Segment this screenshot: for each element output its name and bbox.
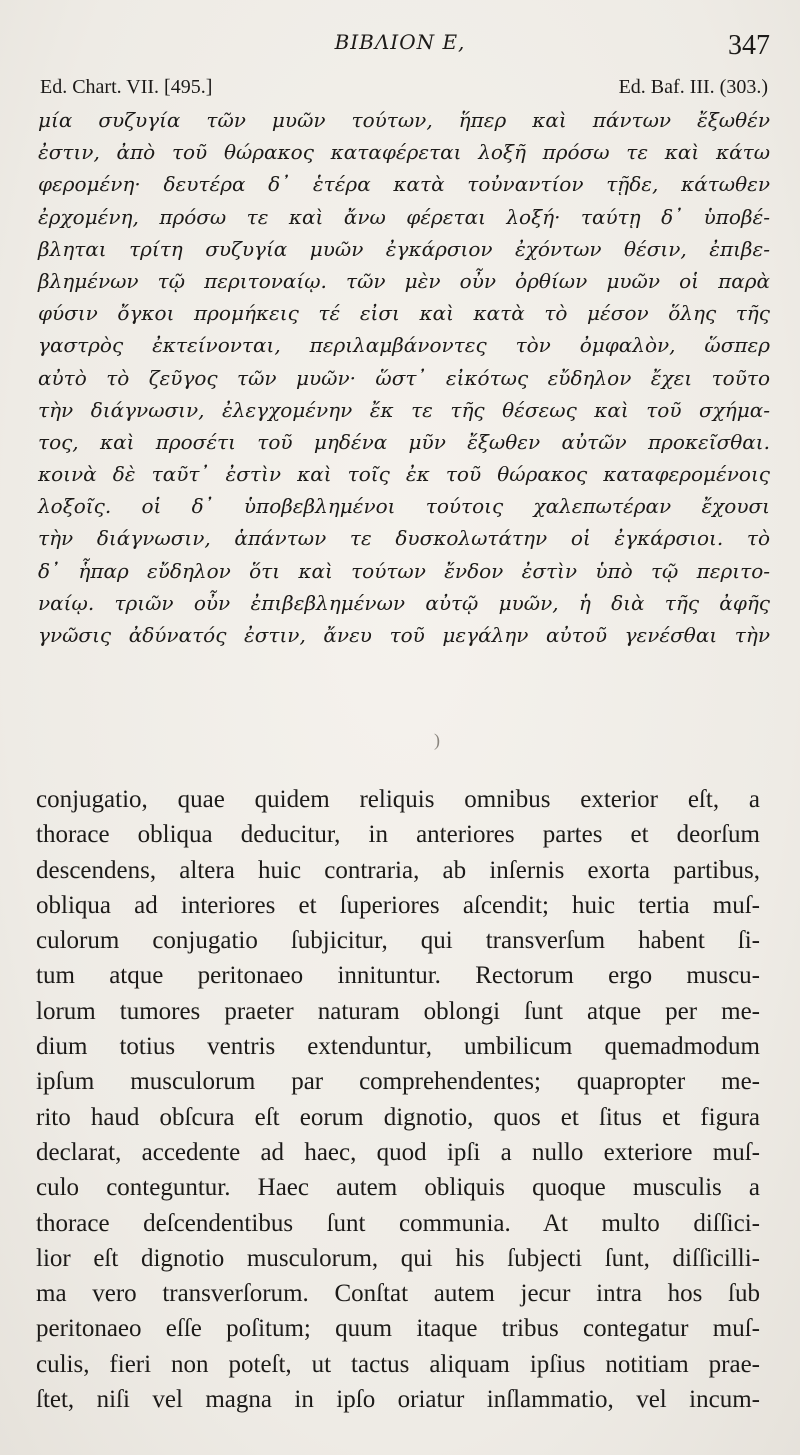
greek-line: τὴν διάγνωσιν, ἁπάντων τε δυσκολωτάτην οἱ ἐγκάρσιοι. τὸ (38, 526, 770, 551)
greek-line: ναίῳ. τριῶν οὖν ἐπιβεβλημένων αὐτῷ μυῶν, ἡ διὰ τῆς ἀφῆς (38, 590, 770, 615)
page-number: 347 (728, 30, 770, 61)
greek-line: κοινὰ δὲ ταῦτ᾽ ἐστὶν καὶ τοῖς ἐκ τοῦ θώρακος καταφερομένοις (38, 462, 770, 487)
latin-line: thorace obliqua deducitur, in anteriores partes et deorſum (36, 821, 760, 849)
latin-line: dium totius ventris extenduntur, umbilicum quemadmodum (36, 1033, 760, 1061)
greek-line: γνῶσις ἀδύνατός ἐστιν, ἄνευ τοῦ μεγάλην αὐτοῦ γενέσθαι τὴν (38, 623, 770, 647)
latin-line: thorace deſcendentibus ſunt communia. At multo diſſici- (36, 1209, 760, 1237)
greek-line: μία συζυγία τῶν μυῶν τούτων, ἥπερ καὶ πάντων ἔξωθέν (38, 108, 770, 132)
greek-line: λοξοῖς. οἱ δ᾽ ὑποβεβλημένοι τούτοις χαλεπωτέραν ἔχουσι (38, 494, 770, 519)
greek-line: φύσιν ὄγκοι προμήκεις τέ εἰσι καὶ κατὰ τὸ μέσον ὅλης τῆς (38, 301, 770, 326)
greek-line: ἐρχομένη, πρόσω τε καὶ ἄνω φέρεται λοξή· ταύτῃ δ᾽ ὑποβέ- (38, 204, 770, 229)
latin-line: lior eſt dignotio musculorum, qui his ſubjecti ſunt, diſſicilli- (36, 1244, 760, 1272)
greek-text-block (38, 104, 770, 651)
latin-line: tum atque peritonaeo innituntur. Rectorum ergo muscu- (36, 962, 760, 990)
latin-line: conjugatio, quae quidem reliquis omnibus exterior eſt, a (36, 786, 760, 813)
running-title: BIBΛΙΟΝ Ε, (334, 30, 466, 54)
greek-line: ἐστιν, ἀπὸ τοῦ θώρακος καταφέρεται λοξῆ πρόσω τε καὶ κάτω (38, 140, 770, 165)
latin-line: ma vero transverſorum. Conſtat autem jecur intra hos ſub (36, 1280, 760, 1308)
greek-line: φερομένη· δευτέρα δ᾽ ἑτέρα κατὰ τοὐναντίον τῇδε, κάτωθεν (38, 172, 770, 197)
latin-line: ſtet, niſi vel magna in ipſo oriatur inſlammatio, vel incum- (36, 1386, 760, 1414)
latin-line: culorum conjugatio ſubjicitur, qui transverſum habent ſi- (36, 927, 760, 955)
greek-line: δ᾽ ἧπαρ εὔδηλον ὅτι καὶ τούτων ἔνδον ἐστὶν ὑπὸ τῷ περιτο- (38, 558, 770, 583)
greek-line: βλημένων τῷ περιτοναίῳ. τῶν μὲν οὖν ὀρθίων μυῶν οἱ παρὰ (38, 268, 770, 293)
edition-chart-ref: Ed. Chart. VII. [495.] (40, 76, 213, 98)
latin-line: lorum tumores praeter naturam oblongi ſunt atque per me- (36, 997, 760, 1025)
latin-line: culis, fieri non poteſt, ut tactus aliquam ipſius notitiam prae- (36, 1350, 760, 1378)
greek-line: γαστρὸς ἐκτείνονται, περιλαμβάνοντες τὸν ὀμφαλὸν, ὥσπερ (38, 333, 770, 358)
latin-line: rito haud obſcura eſt eorum dignotio, quos et ſitus et figura (36, 1103, 760, 1131)
greek-line: τος, καὶ προσέτι τοῦ μηδένα μῦν ἔξωθεν αὐτῶν προκεῖσθαι. (38, 429, 770, 454)
edition-line (40, 76, 768, 104)
latin-line: declarat, accedente ad haec, quod ipſi a nullo exteriore muſ- (36, 1138, 760, 1166)
greek-line: αὐτὸ τὸ ζεῦγος τῶν μυῶν· ὥστ᾽ εἰκότως εὔδηλον ἔχει τοῦτο (38, 365, 770, 390)
stray-paren-mark: ) (434, 730, 440, 750)
latin-line: descendens, altera huic contraria, ab inſernis exorta partibus, (36, 856, 760, 884)
latin-line: culo conteguntur. Haec autem obliquis quoque musculis a (36, 1174, 760, 1202)
latin-line: obliqua ad interiores et ſuperiores aſcendit; huic tertia muſ- (36, 891, 760, 919)
latin-line: ipſum musculorum par comprehendentes; quapropter me- (36, 1068, 760, 1096)
latin-line: peritonaeo eſſe poſitum; quum itaque tribus contegatur muſ- (36, 1315, 760, 1343)
edition-basel-ref: Ed. Baf. III. (303.) (618, 76, 768, 98)
latin-text-block (36, 782, 760, 1417)
greek-line: βληται τρίτη συζυγία μυῶν ἐγκάρσιον ἐχόντων θέσιν, ἐπιβε- (38, 236, 770, 261)
greek-line: τὴν διάγνωσιν, ἐλεγχομένην ἔκ τε τῆς θέσεως καὶ τοῦ σχήμα- (38, 397, 770, 422)
